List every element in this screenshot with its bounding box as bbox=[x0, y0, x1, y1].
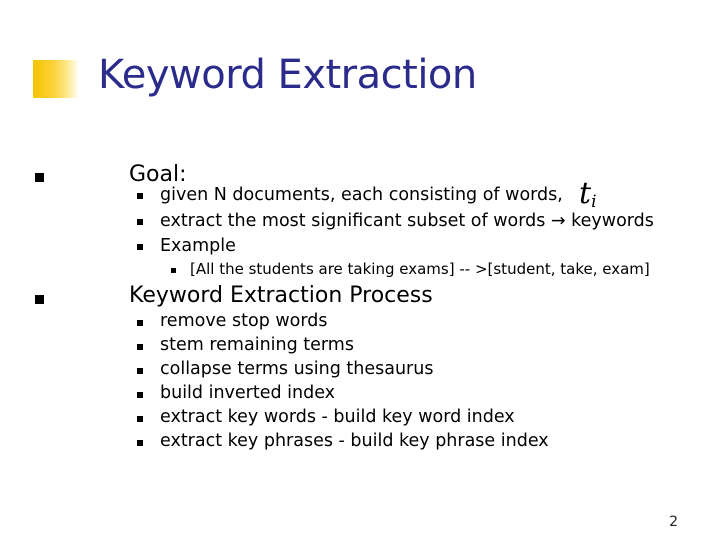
slide-title: Keyword Extraction bbox=[98, 52, 477, 98]
goal-item-3: Example bbox=[160, 236, 236, 256]
bullet-square-icon bbox=[137, 416, 143, 422]
bullet-square-icon bbox=[137, 244, 143, 250]
process-step-3: collapse terms using thesaurus bbox=[160, 359, 434, 379]
bullet-square-icon bbox=[137, 368, 143, 374]
process-step-4: build inverted index bbox=[160, 383, 336, 403]
goal-item-2: extract the most significant subset of words → keywords bbox=[160, 211, 654, 231]
math-subscript: i bbox=[591, 192, 597, 212]
process-step-1: remove stop words bbox=[160, 311, 328, 331]
process-step-2: stem remaining terms bbox=[160, 335, 354, 355]
page-number: 2 bbox=[669, 514, 678, 530]
process-step-6: extract key phrases - build key phrase index bbox=[160, 431, 549, 451]
bullet-square-icon bbox=[137, 392, 143, 398]
bullet-square-icon bbox=[137, 219, 143, 225]
process-heading: Keyword Extraction Process bbox=[129, 283, 433, 308]
goal-heading: Goal: bbox=[129, 162, 187, 187]
title-accent-bar bbox=[33, 60, 79, 98]
bullet-square-icon bbox=[35, 173, 44, 182]
bullet-square-icon bbox=[171, 268, 176, 273]
bullet-square-icon bbox=[137, 320, 143, 326]
math-symbol: t bbox=[579, 176, 592, 211]
bullet-square-icon bbox=[137, 440, 143, 446]
example-text: [All the students are taking exams] -- >[student, take, exam] bbox=[190, 260, 650, 278]
bullet-square-icon bbox=[137, 193, 143, 199]
goal-item-1: given N documents, each consisting of words, bbox=[160, 185, 563, 205]
process-step-5: extract key words - build key word index bbox=[160, 407, 515, 427]
math-term-t-i bbox=[579, 176, 597, 211]
bullet-square-icon bbox=[35, 295, 44, 304]
bullet-square-icon bbox=[137, 344, 143, 350]
